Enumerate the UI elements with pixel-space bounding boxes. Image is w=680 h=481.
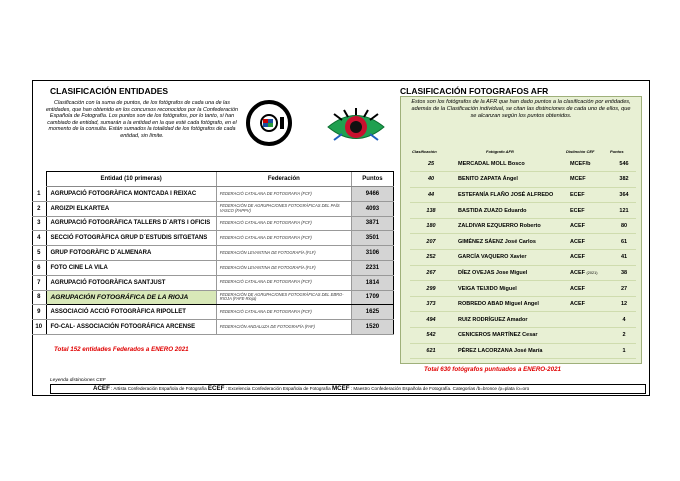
classification: 207 — [410, 234, 452, 250]
photographers-description: Estos son los fotógrafos de la AFR que han dado puntos a la clasificación por entidades, además de la Clasificación individual, se citan las distinciones de cada uno de ellos, que se alcanzan según los puntos obtenidos. — [411, 99, 631, 119]
points: 4093 — [351, 201, 393, 216]
distinction: ACEF — [570, 296, 612, 312]
entity-name: FO-CAL- ASSOCIACIÓN FOTOGRÁFICA ARCENSE — [46, 320, 216, 335]
points: 38 — [612, 265, 636, 281]
entity-name: ASSOCIACIÓ ACCIÓ FOTOGRÀFICA RIPOLLET — [46, 305, 216, 320]
points: 3871 — [351, 216, 393, 231]
photographers-title: CLASIFICACIÓN FOTOGRAFOS AFR — [400, 86, 549, 96]
points: 9466 — [351, 187, 393, 202]
points: 3501 — [351, 231, 393, 246]
list-item — [410, 218, 636, 234]
classification-header: Clasificación — [412, 149, 437, 154]
classification: 252 — [410, 250, 452, 266]
entities-table — [32, 171, 394, 335]
classification: 373 — [410, 296, 452, 312]
classification: 494 — [410, 312, 452, 328]
distinction — [570, 343, 612, 359]
distinction: ACEF — [570, 234, 612, 250]
table-row — [32, 231, 394, 246]
distinction — [570, 328, 612, 344]
distinction-year: (2021) — [586, 270, 598, 275]
entity-name: SECCIÓ FOTOGRÀFICA GRUP D´ESTUDIS SITGETANS — [46, 231, 216, 246]
distinction-header: Distinción CEF — [566, 149, 595, 154]
rank: 7 — [32, 275, 46, 290]
list-item — [410, 156, 636, 172]
photographer-name: ESTEFANÍA FLAÑO JOSÉ ALFREDO — [452, 187, 570, 203]
classification: 267 — [410, 265, 452, 281]
photographer-name: MERCADAL MOLL Bosco — [452, 156, 570, 172]
entity-name: AGRUPACIÓ FOTOGRÀFICA SANTJUST — [46, 275, 216, 290]
list-item — [410, 250, 636, 266]
rank: 10 — [32, 320, 46, 335]
entities-description: Clasificación con la suma de puntos, de los fotógrafos de cada una de las entidades, que han obtenido en los concursos reconocidos por la Confederación Española de Fotografía. Los puntos son de los fotógrafos, por lo tanto, si han cambiado de entidad, sumarán a la entidad en la que esté cada fotógrafo, en el momento de la consulta. Están sumados la totalidad de los fotógrafos de cada entidad, sin límite. — [45, 100, 239, 139]
table-row — [32, 201, 394, 216]
federation-name: FEDERACIÓ CATALANA DE FOTOGRAFIA (FCF) — [216, 216, 351, 231]
legend-ecef: ECEF — [207, 385, 225, 392]
points: 364 — [612, 187, 636, 203]
photographers-total: Total 630 fotógrafos puntuados a ENERO-2021 — [424, 366, 561, 373]
legend-ecef-text: : Excelencia Confederación Española de Fotografía — [225, 386, 331, 391]
rank: 3 — [32, 216, 46, 231]
points: 12 — [612, 296, 636, 312]
points: 1814 — [351, 275, 393, 290]
legend-acef-text: : Artista Confederación Española de Fotografía — [111, 386, 207, 391]
list-item — [410, 296, 636, 312]
eye-logo-icon — [326, 108, 386, 146]
photographer-name: GIMÉNEZ SÁENZ José Carlos — [452, 234, 570, 250]
rank: 4 — [32, 231, 46, 246]
points: 382 — [612, 172, 636, 188]
rank: 9 — [32, 305, 46, 320]
table-row — [32, 275, 394, 290]
points-header: Puntos — [351, 172, 393, 187]
classification: 299 — [410, 281, 452, 297]
photographer-name: CENICEROS MARTÍNEZ Cesar — [452, 328, 570, 344]
points: 3106 — [351, 246, 393, 261]
photographer-name: ZALDIVAR EZQUERRO Roberto — [452, 218, 570, 234]
classification: 25 — [410, 156, 452, 172]
rank: 8 — [32, 290, 46, 305]
distinction-value: ACEF — [570, 269, 585, 276]
federation-name: FEDERACIÓN ANDALUZA DE FOTOGRAFÍA (FAF) — [216, 320, 351, 335]
points-header-right: Puntos — [610, 149, 624, 154]
entity-name: ARGIZPI ELKARTEA — [46, 201, 216, 216]
photographer-name: RUIZ RODRÍGUEZ Amador — [452, 312, 570, 328]
entity-name: FOTO CINE LA VILA — [46, 260, 216, 275]
federation-name: FEDERACIÓN DE AGRUPACIONES FOTOGRÁFICAS DEL EBRO-RIOJA (FAFE-Rioja) — [216, 290, 351, 305]
distinction: ECEF — [570, 203, 612, 219]
legend-title: Leyenda distinciones CEF — [50, 378, 106, 383]
distinction: MCEF — [570, 172, 612, 188]
rank: 2 — [32, 201, 46, 216]
distinction: ACEF — [570, 218, 612, 234]
list-item — [410, 312, 636, 328]
legend-mcef-text: : Maestro Confederación Española de Fotografía. Categorías /b=bronce /p=plata /o=oro — [350, 386, 530, 391]
table-row — [32, 320, 394, 335]
federation-name: FEDERACIÓN LEVANTINA DE FOTOGRAFÍA (FLF) — [216, 260, 351, 275]
entity-name: AGRUPACIÓ FOTOGRÀFICA MONTCADA I REIXAC — [46, 187, 216, 202]
rank: 1 — [32, 187, 46, 202]
rank: 5 — [32, 246, 46, 261]
table-row-highlighted — [32, 290, 394, 305]
entities-header-row — [32, 172, 394, 187]
federation-name: FEDERACIÓ CATALANA DE FOTOGRAFIA (FCF) — [216, 305, 351, 320]
list-item — [410, 187, 636, 203]
federation-name: FEDERACIÓ CATALANA DE FOTOGRAFIA (FCF) — [216, 231, 351, 246]
points: 2231 — [351, 260, 393, 275]
classification: 40 — [410, 172, 452, 188]
distinction: ACEF — [570, 281, 612, 297]
photographer-name: BENITO ZAPATA Ángel — [452, 172, 570, 188]
entity-header: Entidad (10 primeras) — [46, 172, 216, 187]
photographers-table — [410, 156, 636, 359]
list-item — [410, 343, 636, 359]
photographer-name: PÉREZ LACORZANA José María — [452, 343, 570, 359]
federation-header: Federación — [216, 172, 351, 187]
photographer-name: GARCÍA VAQUERO Xavier — [452, 250, 570, 266]
federation-name: FEDERACIÓ CATALANA DE FOTOGRAFIA (FCF) — [216, 187, 351, 202]
entity-name: GRUP FOTOGRÀFIC D´ALMENARA — [46, 246, 216, 261]
photographer-name: DÍEZ OVEJAS Jose Miguel — [452, 265, 570, 281]
entities-title: CLASIFICACIÓN ENTIDADES — [50, 86, 169, 96]
photographer-name: VEIGA TEIJIDO Miguel — [452, 281, 570, 297]
points: 27 — [612, 281, 636, 297]
entity-name: AGRUPACIÓ FOTOGRÀFICA TALLERS D´ARTS I OFICIS — [46, 216, 216, 231]
points: 80 — [612, 218, 636, 234]
photographer-name: BASTIDA ZUAZO Eduardo — [452, 203, 570, 219]
list-item — [410, 203, 636, 219]
list-item — [410, 265, 636, 281]
table-row — [32, 260, 394, 275]
distinction: ECEF — [570, 187, 612, 203]
legend-acef: ACEF — [93, 385, 110, 392]
list-item — [410, 172, 636, 188]
legend — [50, 384, 646, 394]
legend-mcef: MCEF — [331, 385, 350, 392]
points: 61 — [612, 234, 636, 250]
distinction: MCEF/b — [570, 156, 612, 172]
federation-name: FEDERACIÓN LEVANTINA DE FOTOGRAFÍA (FLF) — [216, 246, 351, 261]
points: 1 — [612, 343, 636, 359]
points: 2 — [612, 328, 636, 344]
list-item — [410, 234, 636, 250]
distinction: ACEF — [570, 250, 612, 266]
distinction — [570, 312, 612, 328]
list-item — [410, 281, 636, 297]
classification: 138 — [410, 203, 452, 219]
photographer-header: Fotógrafo AFR — [486, 149, 514, 154]
federation-logo-icon — [246, 100, 292, 146]
federation-name: FEDERACIÓ CATALANA DE FOTOGRAFIA (FCF) — [216, 275, 351, 290]
entities-total: Total 152 entidades Federados a ENERO 2021 — [54, 346, 189, 353]
rank: 6 — [32, 260, 46, 275]
list-item — [410, 328, 636, 344]
classification: 44 — [410, 187, 452, 203]
table-row — [32, 246, 394, 261]
points: 546 — [612, 156, 636, 172]
points: 1709 — [351, 290, 393, 305]
classification: 621 — [410, 343, 452, 359]
classification: 180 — [410, 218, 452, 234]
points: 121 — [612, 203, 636, 219]
points: 1625 — [351, 305, 393, 320]
table-row — [32, 305, 394, 320]
points: 1520 — [351, 320, 393, 335]
points: 4 — [612, 312, 636, 328]
table-row — [32, 187, 394, 202]
classification: 542 — [410, 328, 452, 344]
photographer-name: ROBREDO ABAD Miguel Angel — [452, 296, 570, 312]
distinction — [570, 265, 612, 281]
points: 41 — [612, 250, 636, 266]
table-row — [32, 216, 394, 231]
federation-name: FEDERACIÓN DE AGRUPACIONES FOTOGRÁFICAS DEL PAÍS VASCO (FAPPV) — [216, 201, 351, 216]
entity-name: AGRUPACIÓN FOTOGRÁFICA DE LA RIOJA — [46, 290, 216, 305]
